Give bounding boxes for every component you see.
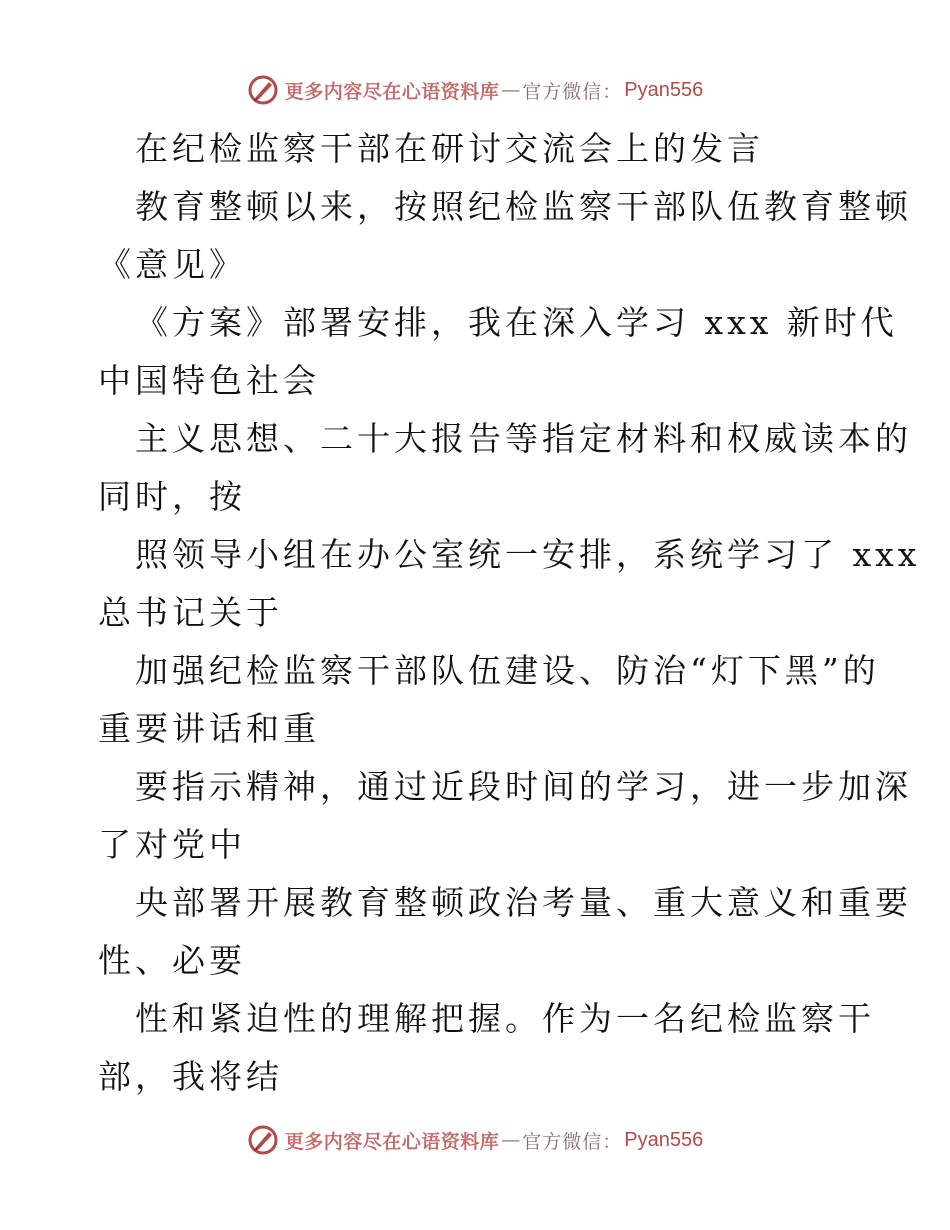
banner-brand-text: 更多内容尽在心语资料库 (284, 80, 500, 103)
text-line: 要指示精神，通过近段时间的学习，进一步加深 (135, 767, 912, 806)
quill-logo-icon (247, 74, 279, 106)
text-line: 部，我将结 (98, 1057, 283, 1096)
text-line: 《意见》 (98, 245, 246, 284)
banner-wechat-id: Pyan556 (624, 1128, 704, 1151)
header-watermark-banner (0, 70, 950, 110)
text-line: 同时，按 (98, 477, 246, 516)
text-line: 《方案》部署安排，我在深入学习 xxx 新时代 (135, 303, 898, 342)
quill-logo-icon (247, 1124, 279, 1156)
document-title: 在纪检监察干部在研讨交流会上的发言 (135, 129, 764, 168)
text-line: 照领导小组在办公室统一安排，系统学习了 xxx (135, 535, 921, 574)
banner-dash: — (501, 1129, 521, 1151)
text-line: 性、必要 (98, 941, 246, 980)
text-line: 中国特色社会 (98, 361, 320, 400)
banner-official-label: 官方微信： (522, 80, 623, 103)
text-line: 性和紧迫性的理解把握。作为一名纪检监察干 (135, 999, 875, 1038)
banner-brand-text: 更多内容尽在心语资料库 (284, 1130, 500, 1153)
banner-wechat-id: Pyan556 (624, 78, 704, 101)
text-line: 了对党中 (98, 825, 246, 864)
text-line: 央部署开展教育整顿政治考量、重大意义和重要 (135, 883, 912, 922)
document-body (98, 120, 921, 1106)
banner-official-label: 官方微信： (522, 1130, 623, 1153)
text-line: 加强纪检监察干部队伍建设、防治“灯下黑”的 (135, 651, 880, 690)
banner-dash: — (501, 79, 521, 101)
text-line: 主义思想、二十大报告等指定材料和权威读本的 (135, 419, 912, 458)
text-line: 教育整顿以来，按照纪检监察干部队伍教育整顿 (135, 187, 912, 226)
text-line: 总书记关于 (98, 593, 283, 632)
footer-watermark-banner (0, 1120, 950, 1160)
text-line: 重要讲话和重 (98, 709, 320, 748)
